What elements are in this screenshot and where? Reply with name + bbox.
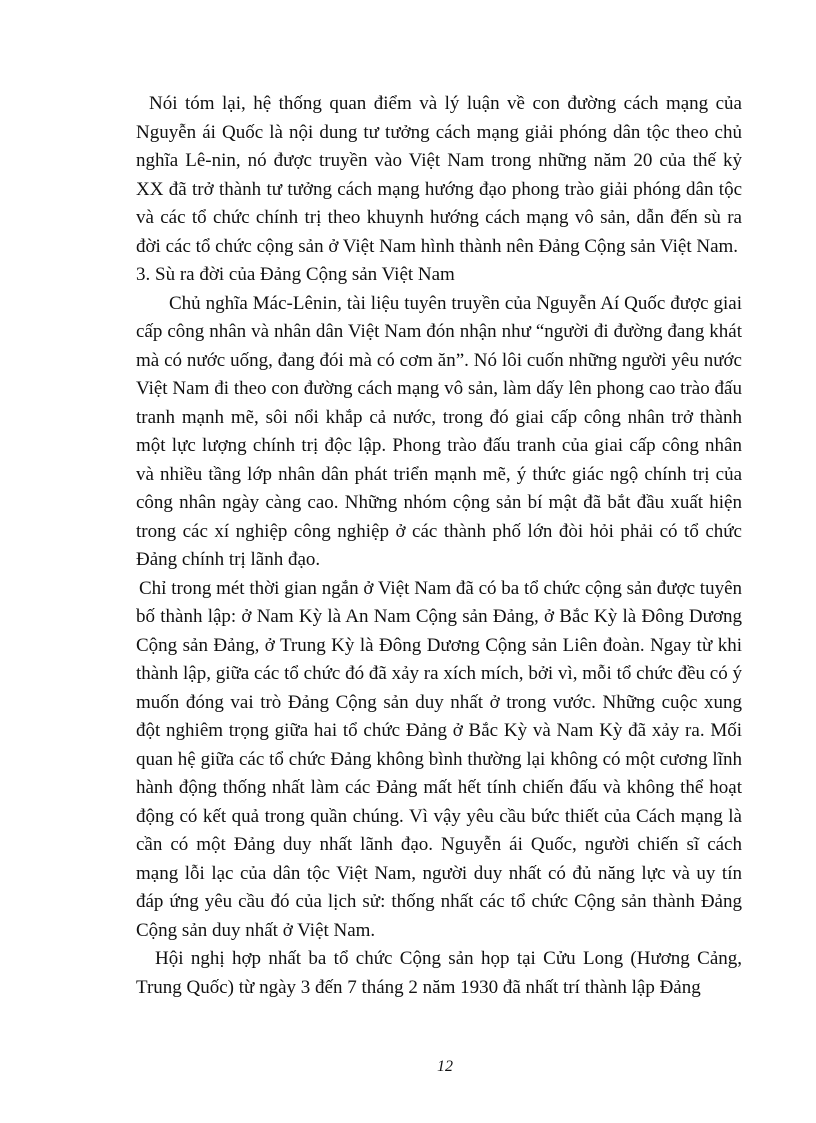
document-page [136,90,742,1002]
paragraph-organizations: Chỉ trong mét thời gian ngắn ở Việt Nam đã có ba tổ chức cộng sản được tuyên bố thành lập: ở Nam Kỳ là An Nam Cộng sản Đảng, ở Bắc Kỳ là Đông Dương Cộng sản Đảng, ở Trung Kỳ là Đông Dương Cộng sản Liên đoàn. Ngay từ khi thành lập, giữa các tổ chức đó đã xảy ra xích mích, bởi vì, mỗi tổ chức đều có ý muốn đóng vai trò Đảng Cộng sản duy nhất ở trong vước. Những cuộc xung đột nghiêm trọng giữa hai tổ chức Đảng ở Bắc Kỳ và Nam Kỳ đã xảy ra. Mối quan hệ giữa các tổ chức Đảng không bình thường lại không có một cương lĩnh hành động thống nhất làm các Đảng mất hết tính chiến đấu và không thể hoạt động có kết quả trong quần chúng. Vì vậy yêu cầu bức thiết của Cách mạng là cần có một Đảng duy nhất lãnh đạo. Nguyễn ái Quốc, người chiến sĩ cách mạng lỗi lạc của dân tộc Việt Nam, người duy nhất có đủ năng lực và uy tín đáp ứng yêu cầu đó của lịch sử: thống nhất các tổ chức Cộng sản thành Đảng Cộng sản duy nhất ở Việt Nam. [136,577,742,941]
paragraph-summary: Nói tóm lại, hệ thống quan điểm và lý luận về con đường cách mạng của Nguyễn ái Quốc là nội dung tư tưởng cách mạng giải phóng dân tộc theo chủ nghĩa Lê-nin, nó được truyền vào Việt Nam trong những năm 20 của thế kỷ XX đã trở thành tư tưởng cách mạng hướng đạo phong trào giải phóng dân tộc và các tổ chức chính trị theo khuynh hướng cách mạng vô sản, dẫn đến sù ra đời các tổ chức cộng sản ở Việt Nam hình thành nên Đảng Cộng sản Việt Nam. [136,93,742,257]
section-heading: 3. Sù ra đời của Đảng Cộng sản Việt Nam [136,264,455,285]
paragraph-conference: Hội nghị hợp nhất ba tổ chức Cộng sản họp tại Cửu Long (Hương Cảng, Trung Quốc) từ ngày 3 đến 7 tháng 2 năm 1930 đã nhất trí thành lập Đảng [136,948,742,998]
page-number: 12 [437,1058,453,1075]
paragraph-marxism: Chủ nghĩa Mác-Lênin, tài liệu tuyên truyền của Nguyễn Aí Quốc được giai cấp công nhân và nhân dân Việt Nam đón nhận như “người đi đường đang khát mà có nước uống, đang đói mà có cơm ăn”. Nó lôi cuốn những người yêu nước Việt Nam đi theo con đường cách mạng vô sản, làm dấy lên phong cao trào đấu tranh mạnh mẽ, sôi nổi khắp cả nước, trong đó giai cấp công nhân trở thành một lực lượng chính trị độc lập. Phong trào đấu tranh của giai cấp công nhân và nhiều tầng lớp nhân dân phát triển mạnh mẽ, ý thức giác ngộ chính trị của công nhân ngày càng cao. Những nhóm cộng sản bí mật đã bắt đầu xuất hiện trong các xí nghiệp công nghiệp ở các thành phố lớn đòi hỏi phải có tổ chức Đảng chính trị lãnh đạo. [136,292,742,570]
